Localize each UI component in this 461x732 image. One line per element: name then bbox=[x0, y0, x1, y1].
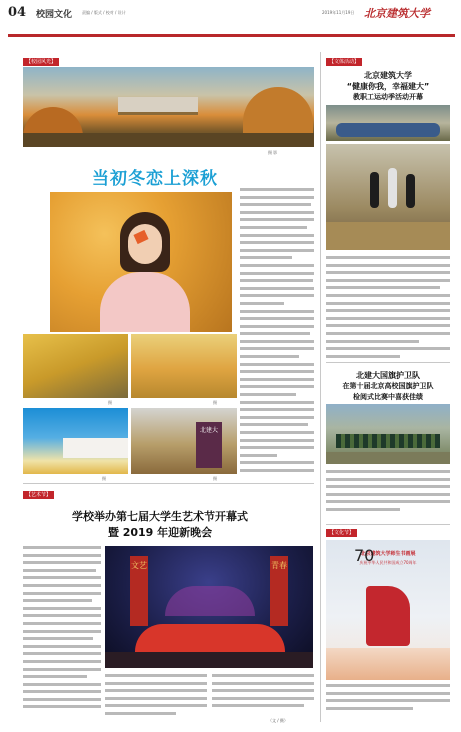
exhibition-caption-text bbox=[326, 684, 450, 716]
stage-floor-shape bbox=[105, 652, 313, 668]
issue-date: 2019年11月19日 bbox=[322, 10, 355, 15]
player-shape bbox=[388, 168, 397, 208]
campus-gate-photo bbox=[131, 408, 237, 474]
golden-tree-photo bbox=[131, 334, 237, 398]
court-floor-shape bbox=[326, 222, 450, 250]
sport-title-line2: “健康你我，幸福建大” bbox=[346, 82, 430, 91]
masthead-rule bbox=[8, 34, 455, 37]
flag-guard-photo bbox=[326, 404, 450, 464]
section-name: 校园文化 bbox=[36, 10, 73, 20]
student-portrait-photo bbox=[50, 192, 232, 332]
section-divider bbox=[23, 483, 314, 484]
basketball-game-photo bbox=[326, 144, 450, 250]
feature-article-text bbox=[240, 188, 314, 480]
guard-title-line1: 北建大国旗护卫队 bbox=[356, 371, 420, 380]
poster-title: 北京建筑大学师生书画展 bbox=[360, 551, 416, 557]
guard-title-line3: 检阅式比赛中喜获佳绩 bbox=[353, 393, 423, 401]
ginkgo-path-photo bbox=[23, 334, 128, 398]
sport-article-text bbox=[326, 256, 450, 358]
culture-festival-tag: 【文化节】 bbox=[326, 529, 357, 537]
guard-title-line2: 在第十届北京高校国旗护卫队 bbox=[342, 382, 434, 390]
editors-credit: 责编 / 版式 / 校对 / 设计 bbox=[82, 10, 126, 15]
dancers-shape bbox=[135, 624, 285, 654]
paper-name: 北京建筑大学 bbox=[364, 7, 430, 20]
lake-shape bbox=[23, 133, 314, 147]
stage-banner-left: 文艺 bbox=[130, 556, 148, 626]
photo-credit: 摄 bbox=[102, 476, 106, 481]
masthead bbox=[0, 0, 461, 40]
sport-title-line1: 北京建筑大学 bbox=[364, 71, 412, 80]
photo-credit: 摄 影 bbox=[268, 150, 278, 155]
art-festival-text-col2 bbox=[105, 674, 207, 720]
autumn-campus-photo bbox=[23, 67, 314, 147]
flag-shape bbox=[366, 586, 410, 646]
guard-article-text bbox=[326, 470, 450, 522]
art-festival-byline: （文 / 摄） bbox=[268, 718, 288, 723]
face-shape bbox=[128, 224, 162, 264]
art-festival-text-col1 bbox=[23, 546, 101, 716]
sport-title-line3: 教职工运动季活动开幕 bbox=[353, 93, 423, 101]
page-number: 04 bbox=[8, 5, 27, 20]
art-festival-text-col3 bbox=[212, 674, 314, 714]
exhibition-poster bbox=[326, 540, 450, 680]
column-divider bbox=[320, 52, 321, 722]
art-festival-headline-line1: 学校举办第七届大学生艺术节开幕式 bbox=[72, 510, 248, 523]
photo-credit: 摄 bbox=[108, 400, 112, 405]
player-shape bbox=[406, 174, 415, 208]
section-divider bbox=[326, 362, 450, 363]
soldiers-shape bbox=[336, 434, 440, 448]
stage-banner-right: 青春 bbox=[270, 556, 288, 626]
gate-sign: 北建大 bbox=[196, 422, 222, 468]
building-shape bbox=[118, 97, 198, 115]
ground-shape bbox=[326, 452, 450, 464]
sweater-shape bbox=[100, 272, 190, 332]
stage-light-shape bbox=[165, 586, 255, 616]
player-shape bbox=[370, 172, 379, 208]
stage-performance-photo bbox=[105, 546, 313, 668]
poster-number: 70 bbox=[354, 546, 375, 565]
art-festival-tag: 【艺术节】 bbox=[23, 491, 54, 499]
photo-credit: 摄 bbox=[213, 400, 217, 405]
poster-subtitle: 庆祝中华人民共和国成立70周年 bbox=[359, 560, 417, 565]
feature-headline: 当初冬恋上深秋 bbox=[92, 169, 218, 189]
campus-scenery-tag: 【校园风光】 bbox=[23, 58, 59, 66]
section-divider bbox=[326, 524, 450, 525]
art-festival-headline-line2: 暨 2019 年迎新晚会 bbox=[107, 526, 213, 539]
poster-base-shape bbox=[326, 648, 450, 680]
crowd-shape bbox=[336, 123, 440, 137]
gym-group-photo bbox=[326, 105, 450, 141]
building-shape bbox=[63, 438, 128, 458]
photo-credit: 摄 bbox=[213, 476, 217, 481]
culture-sports-tag: 【文体活动】 bbox=[326, 58, 362, 66]
blue-sky-building-photo bbox=[23, 408, 128, 474]
